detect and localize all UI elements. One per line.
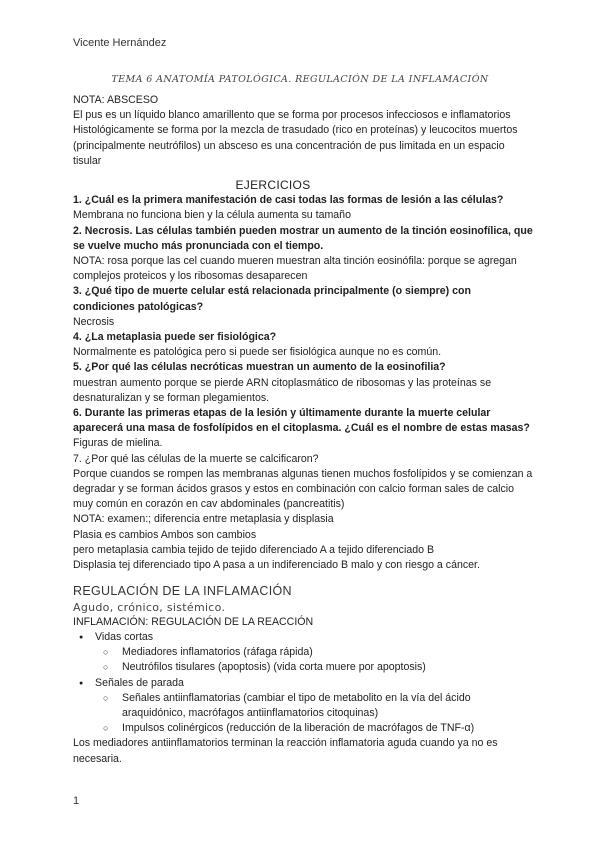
exercise-answer: Figuras de mielina. — [73, 437, 163, 450]
exercise-question: 2. Necrosis. Las células también pueden mostrar un aumento de la tinción eosinofílica, que se vuelve mucho más pronunciada con el tiempo. — [73, 224, 533, 252]
exercise-answer: Necrosis — [73, 315, 115, 328]
sub-bullet-item: ○ Mediadores inflamatorios (ráfaga rápida) — [73, 645, 533, 660]
bullet-list — [73, 630, 533, 736]
exercise-answer: Membrana no funciona bien y la célula aumenta su tamaño — [73, 209, 351, 222]
exercise-question: 3. ¿Qué tipo de muerte celular está relacionada principalmente (o siempre) con condiciones patológicas? — [73, 285, 471, 313]
section-heading: REGULACIÓN DE LA INFLAMACIÓN — [73, 584, 292, 599]
exercise-question: 4. ¿La metaplasia puede ser fisiológica? — [73, 331, 277, 344]
exercise-answer: Displasia tej diferenciado tipo A pasa a un indiferenciado B malo y con riesgo a cáncer. — [73, 559, 480, 572]
page-number: 1 — [73, 795, 80, 807]
exercises-list — [73, 193, 533, 573]
exercise-answer: NOTA: rosa porque las cel cuando mueren muestran alta tinción eosinófila: porque se agregan complejos proteicos y los ribosomas desaparecen — [73, 255, 517, 283]
exercise-question: 1. ¿Cuál es la primera manifestación de casi todas las formas de lesión a las células? — [73, 194, 504, 207]
note-text: El pus es un líquido blanco amarillento que se forma por procesos infecciosos e inflamatorios Histológicamente se forma por la mezcla de trasudado (rico en proteínas) y leucocitos muertos (principalmente neutrófilos) un absceso es una concentración de pus limitada en un espacio tisular — [73, 109, 518, 167]
sub-bullet-item: ○ Impulsos colinérgicos (reducción de la liberación de macrófagos de TNF-α) — [73, 721, 533, 736]
exercise-answer: 7. ¿Por qué las células de la muerte se calcificaron? — [73, 452, 319, 465]
section-subtitle: Agudo, crónico, sistémico. — [73, 600, 226, 614]
exercise-answer: Normalmente es patológica pero si puede ser fisiológica aunque no es común. — [73, 346, 442, 359]
exercise-answer: Plasia es cambios Ambos son cambios — [73, 528, 257, 541]
document-body — [73, 93, 533, 767]
bullet-item: ● Vidas cortas — [73, 630, 533, 645]
subsection-heading: INFLAMACIÓN: REGULACIÓN DE LA REACCIÓN — [73, 615, 314, 628]
exercise-answer: Porque cuandos se rompen las membranas algunas tienen muchos fosfolípidos y se comienzan a degradar y se forman ácidos grasos y estos en combinación con calcio forman sales de calcio muy común en corazón en cav abdominales (pancreatitis) — [73, 467, 533, 511]
sub-bullet-item: ○ Neutrófilos tisulares (apoptosis) (vida corta muere por apoptosis) — [73, 660, 533, 675]
exercise-question: 6. Durante las primeras etapas de la lesión y últimamente durante la muerte celular aparecerá una masa de fosfolípidos en el citoplasma. ¿Cuál es el nombre de estas masas? — [73, 407, 530, 435]
exercise-answer: pero metaplasia cambia tejido de tejido diferenciado A a tejido diferenciado B — [73, 543, 435, 556]
exercises-heading: EJERCICIOS — [235, 178, 311, 193]
author-name: Vicente Hernández — [73, 37, 167, 49]
exercise-answer: NOTA: examen:; diferencia entre metaplasia y displasia — [73, 513, 334, 526]
exercise-question: 5. ¿Por qué las células necróticas muestran un aumento de la eosinofilia? — [73, 361, 446, 374]
page-title: TEMA 6 ANATOMÍA PATOLÓGICA. REGULACIÓN DE LA INFLAMACIÓN — [111, 74, 489, 85]
bullet-item: ● Señales de parada — [73, 676, 533, 691]
exercise-answer: muestran aumento porque se pierde ARN citoplasmático de ribosomas y las proteínas se desnaturalizan y se forman plegamientos. — [73, 376, 492, 404]
sub-bullet-item: ○ Señales antiinflamatorias (cambiar el tipo de metabolito en la vía del ácido araquidónico, macrófagos antiinflamatorios citoquinas) — [73, 691, 533, 721]
note-heading: NOTA: ABSCESO — [73, 94, 159, 106]
closing-text: Los mediadores antiinflamatorios terminan la reacción inflamatoria aguda cuando ya no es necesaria. — [73, 737, 498, 765]
